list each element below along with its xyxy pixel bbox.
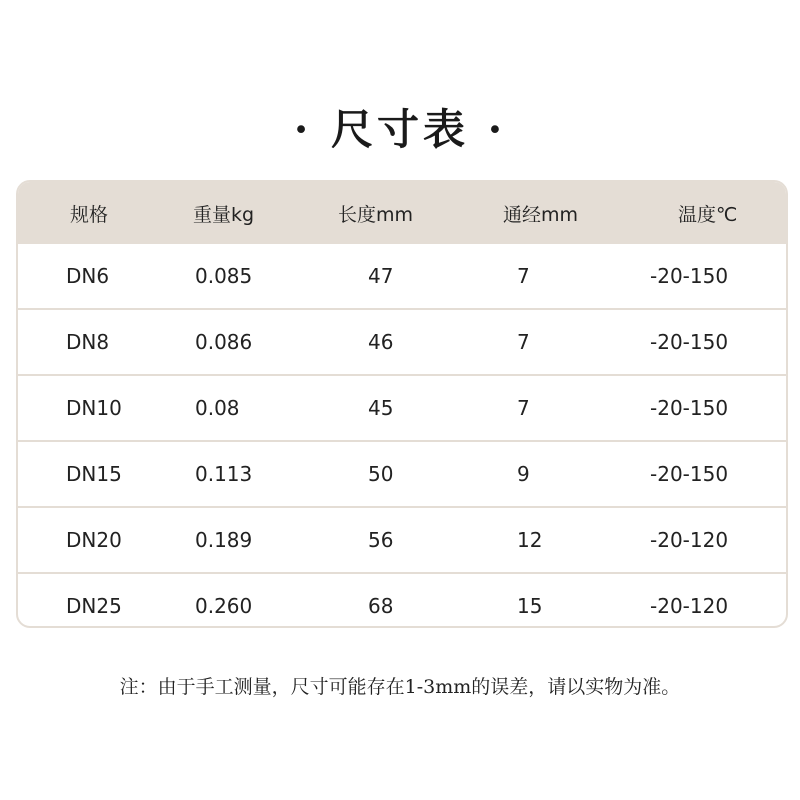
cell-length: 46 <box>368 330 394 354</box>
cell-spec: DN10 <box>66 396 122 420</box>
cell-bore: 15 <box>517 594 543 618</box>
cell-weight: 0.085 <box>195 264 253 288</box>
cell-weight: 0.260 <box>195 594 253 618</box>
measurement-note: 注：由于手工测量，尺寸可能存在1-3mm的误差，请以实物为准。 <box>119 676 681 698</box>
table-row <box>18 508 786 574</box>
cell-spec: DN15 <box>66 462 122 486</box>
cell-temperature: -20-120 <box>650 594 729 618</box>
cell-temperature: -20-150 <box>650 330 729 354</box>
size-table <box>16 180 788 628</box>
header-temperature: 温度℃ <box>678 203 738 226</box>
cell-temperature: -20-150 <box>650 396 729 420</box>
cell-temperature: -20-120 <box>650 528 729 552</box>
page-title: · 尺寸表 · <box>293 105 507 154</box>
cell-weight: 0.189 <box>195 528 253 552</box>
table-row <box>18 574 786 628</box>
cell-bore: 7 <box>517 396 530 420</box>
cell-bore: 7 <box>517 330 530 354</box>
cell-length: 45 <box>368 396 394 420</box>
header-spec: 规格 <box>70 203 109 226</box>
header-weight: 重量kg <box>193 203 255 226</box>
table-row <box>18 310 786 376</box>
table-row <box>18 244 786 310</box>
cell-spec: DN8 <box>66 330 110 354</box>
cell-length: 68 <box>368 594 394 618</box>
cell-weight: 0.086 <box>195 330 253 354</box>
cell-spec: DN25 <box>66 594 122 618</box>
table-row <box>18 442 786 508</box>
cell-bore: 9 <box>517 462 530 486</box>
cell-bore: 7 <box>517 264 530 288</box>
table-header <box>18 182 786 244</box>
table-row <box>18 376 786 442</box>
cell-weight: 0.113 <box>195 462 253 486</box>
cell-temperature: -20-150 <box>650 462 729 486</box>
cell-length: 50 <box>368 462 394 486</box>
cell-spec: DN6 <box>66 264 110 288</box>
cell-temperature: -20-150 <box>650 264 729 288</box>
cell-length: 47 <box>368 264 394 288</box>
header-bore: 通经mm <box>503 203 579 226</box>
cell-bore: 12 <box>517 528 543 552</box>
cell-spec: DN20 <box>66 528 122 552</box>
cell-weight: 0.08 <box>195 396 240 420</box>
header-length: 长度mm <box>338 203 414 226</box>
cell-length: 56 <box>368 528 394 552</box>
